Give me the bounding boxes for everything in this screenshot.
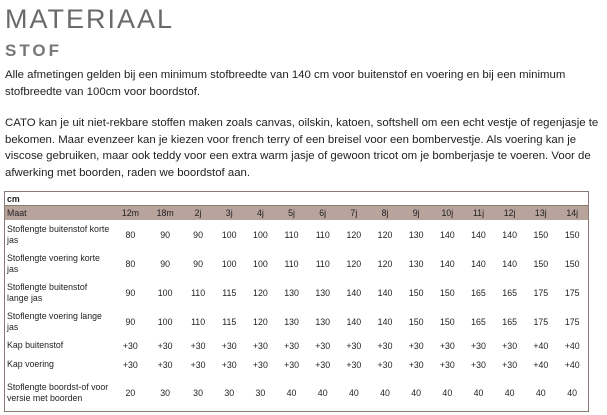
table-header-size: 11j [463, 206, 494, 221]
table-cell: +40 [564, 359, 580, 370]
table-cell: 40 [473, 387, 484, 398]
table-cell: 130 [284, 316, 299, 327]
table-cell: 120 [346, 258, 362, 269]
paragraph-fabric-width: Alle afmetingen gelden bij een minimum stofbreedte van 140 cm voor buitenstof en voering en bij een minimum stofbreedte van 100cm voor boordstof. [5, 69, 566, 98]
table-header-size: 8j [369, 206, 400, 221]
table-header-row [5, 206, 589, 221]
table-cell: 165 [471, 287, 486, 298]
table-cell: 100 [253, 229, 268, 240]
table-cell: 20 [125, 387, 136, 398]
table-cell: 130 [408, 258, 424, 269]
table-header-size: 6j [307, 206, 338, 221]
table-row-label: Stoflengte boordst-of voor versie met boorden [7, 382, 109, 403]
table-header-size: 13j [525, 206, 556, 221]
table-cell: 30 [193, 387, 203, 398]
table-cell: 40 [380, 387, 390, 398]
table-cell: 150 [533, 229, 549, 240]
table-header-size: 12j [494, 206, 525, 221]
table-cell: 40 [348, 387, 359, 398]
table-cell: 150 [408, 287, 424, 298]
table-cell: 175 [533, 287, 549, 298]
table-cell: 40 [442, 387, 453, 398]
table-cell: 165 [502, 316, 517, 327]
table-cell: 165 [471, 316, 486, 327]
table-header-size: 9j [401, 206, 432, 221]
table-header-size: 7j [338, 206, 369, 221]
table-row-label: Stoflengte voering korte jas [7, 253, 100, 274]
paragraph-fabric-suggestions: CATO kan je uit niet-rekbare stoffen maken zoals canvas, oilskin, katoen, softshell om een echt vestje of regenjasje te bekomen. Maar evenzeer kan je kiezen voor french terry of een breisel voor een bombervestje. Als voering kan je viscose gebruiken, maar ook teddy voor een extra warm jasje of gewoon tricot om je bomberjasje te voeren. Voor de afwerking met boorden, raden we boordstof aan. [5, 117, 599, 179]
table-cell: 40 [535, 387, 546, 398]
table-cell: 110 [191, 316, 206, 327]
table-row-label: Kap buitenstof [7, 340, 64, 351]
table-header-size: 3j [214, 206, 245, 221]
table-cell: 100 [253, 258, 268, 269]
table-cell: 130 [284, 287, 299, 298]
table-cell: 110 [191, 287, 206, 298]
table-cell: 140 [471, 258, 486, 269]
table-cell: 130 [315, 316, 331, 327]
table-cell: 80 [125, 258, 136, 269]
table-cell: 100 [157, 287, 173, 298]
table-cell: +40 [533, 359, 549, 370]
table-cell: +30 [377, 359, 393, 370]
table-row [5, 336, 589, 355]
table-cell: 115 [222, 287, 237, 298]
table-cell: 130 [408, 229, 424, 240]
table-cell: 120 [253, 287, 268, 298]
table-row [5, 278, 589, 307]
table-unit-label: cm [5, 192, 589, 206]
table-row [5, 307, 589, 336]
table-cell: +30 [346, 359, 362, 370]
table-cell: +40 [564, 340, 580, 351]
table-cell: 150 [564, 258, 580, 269]
table-row-label: Stoflengte buitenstof lange jas [7, 282, 88, 303]
table-cell: +30 [122, 359, 138, 370]
table-cell: +30 [284, 340, 300, 351]
table-cell: 30 [160, 387, 171, 398]
table-cell: 90 [125, 316, 136, 327]
table-cell: 40 [567, 387, 578, 398]
table-header-size: 14j [556, 206, 588, 221]
table-cell: 120 [253, 316, 268, 327]
table-header-size: 5j [276, 206, 307, 221]
table-row-label: Kap voering [7, 359, 54, 370]
table-cell: 110 [315, 258, 330, 269]
table-cell: 40 [317, 387, 328, 398]
table-cell: +30 [157, 340, 173, 351]
table-header-size: 18m [148, 206, 183, 221]
table-cell: +30 [408, 340, 424, 351]
table-cell: 165 [502, 287, 517, 298]
table-cell: 40 [286, 387, 297, 398]
table-header-size-label: Maat [5, 206, 114, 221]
table-cell: +30 [315, 340, 331, 351]
table-header-size: 2j [183, 206, 214, 221]
table-cell: 120 [346, 229, 362, 240]
table-cell: 140 [502, 258, 517, 269]
table-cell: 150 [533, 258, 549, 269]
table-cell: 175 [564, 316, 580, 327]
table-cell: 175 [564, 287, 580, 298]
table-cell: +30 [190, 340, 206, 351]
table-cell: 140 [377, 316, 393, 327]
fabric-length-table [4, 191, 589, 412]
table-cell: 140 [346, 316, 362, 327]
table-cell: 90 [160, 229, 171, 240]
table-cell: +40 [533, 340, 549, 351]
table-cell: +30 [122, 340, 138, 351]
table-cell: 110 [284, 258, 299, 269]
table-row [5, 374, 589, 412]
table-cell: +30 [252, 359, 268, 370]
table-cell: 40 [504, 387, 515, 398]
table-cell: +30 [157, 359, 173, 370]
table-row [5, 249, 589, 278]
table-cell: 90 [160, 258, 171, 269]
table-cell: 40 [411, 387, 422, 398]
table-cell: 90 [193, 258, 203, 269]
table-cell: +30 [502, 340, 518, 351]
section-title: STOF [5, 41, 63, 60]
table-row-label: Stoflengte buitenstof korte jas [7, 224, 110, 245]
table-cell: 80 [125, 229, 136, 240]
table-header-size: 12m [113, 206, 148, 221]
table-cell: 115 [222, 316, 237, 327]
table-cell: 110 [315, 229, 330, 240]
table-cell: 100 [221, 229, 237, 240]
table-cell: +30 [471, 340, 486, 351]
table-unit-row [5, 192, 589, 206]
page-title: MATERIAAL [5, 4, 175, 34]
table-cell: 120 [377, 229, 393, 240]
table-cell: +30 [346, 340, 362, 351]
table-cell: 30 [255, 387, 266, 398]
table-cell: +30 [377, 340, 393, 351]
table-cell: 140 [502, 229, 517, 240]
table-cell: 90 [125, 287, 136, 298]
table-cell: 150 [439, 287, 455, 298]
table-cell: 100 [221, 258, 237, 269]
table-cell: 140 [346, 287, 362, 298]
table-cell: 90 [193, 229, 203, 240]
table-cell: 130 [315, 287, 331, 298]
table-cell: +30 [408, 359, 424, 370]
table-cell: 140 [439, 258, 455, 269]
table-cell: +30 [439, 340, 455, 351]
table-cell: 140 [471, 229, 486, 240]
table-cell: 150 [439, 316, 455, 327]
table-row-label: Stoflengte voering lange jas [7, 311, 102, 332]
table-cell: +30 [221, 340, 237, 351]
table-header-size: 4j [245, 206, 276, 221]
table-cell: +30 [439, 359, 455, 370]
table-cell: +30 [502, 359, 518, 370]
table-cell: +30 [471, 359, 486, 370]
table-row [5, 220, 589, 249]
table-header-size: 10j [432, 206, 463, 221]
table-cell: +30 [190, 359, 206, 370]
table-cell: 140 [377, 287, 393, 298]
table-cell: +30 [221, 359, 237, 370]
table-cell: 175 [533, 316, 549, 327]
table-cell: 110 [284, 229, 299, 240]
table-cell: 100 [157, 316, 173, 327]
table-cell: 150 [408, 316, 424, 327]
table-cell: 140 [439, 229, 455, 240]
table-cell: 120 [377, 258, 393, 269]
table-row [5, 355, 589, 374]
table-cell: +30 [252, 340, 268, 351]
table-cell: 150 [564, 229, 580, 240]
table-cell: 30 [224, 387, 235, 398]
table-cell: +30 [315, 359, 331, 370]
table-cell: +30 [284, 359, 300, 370]
